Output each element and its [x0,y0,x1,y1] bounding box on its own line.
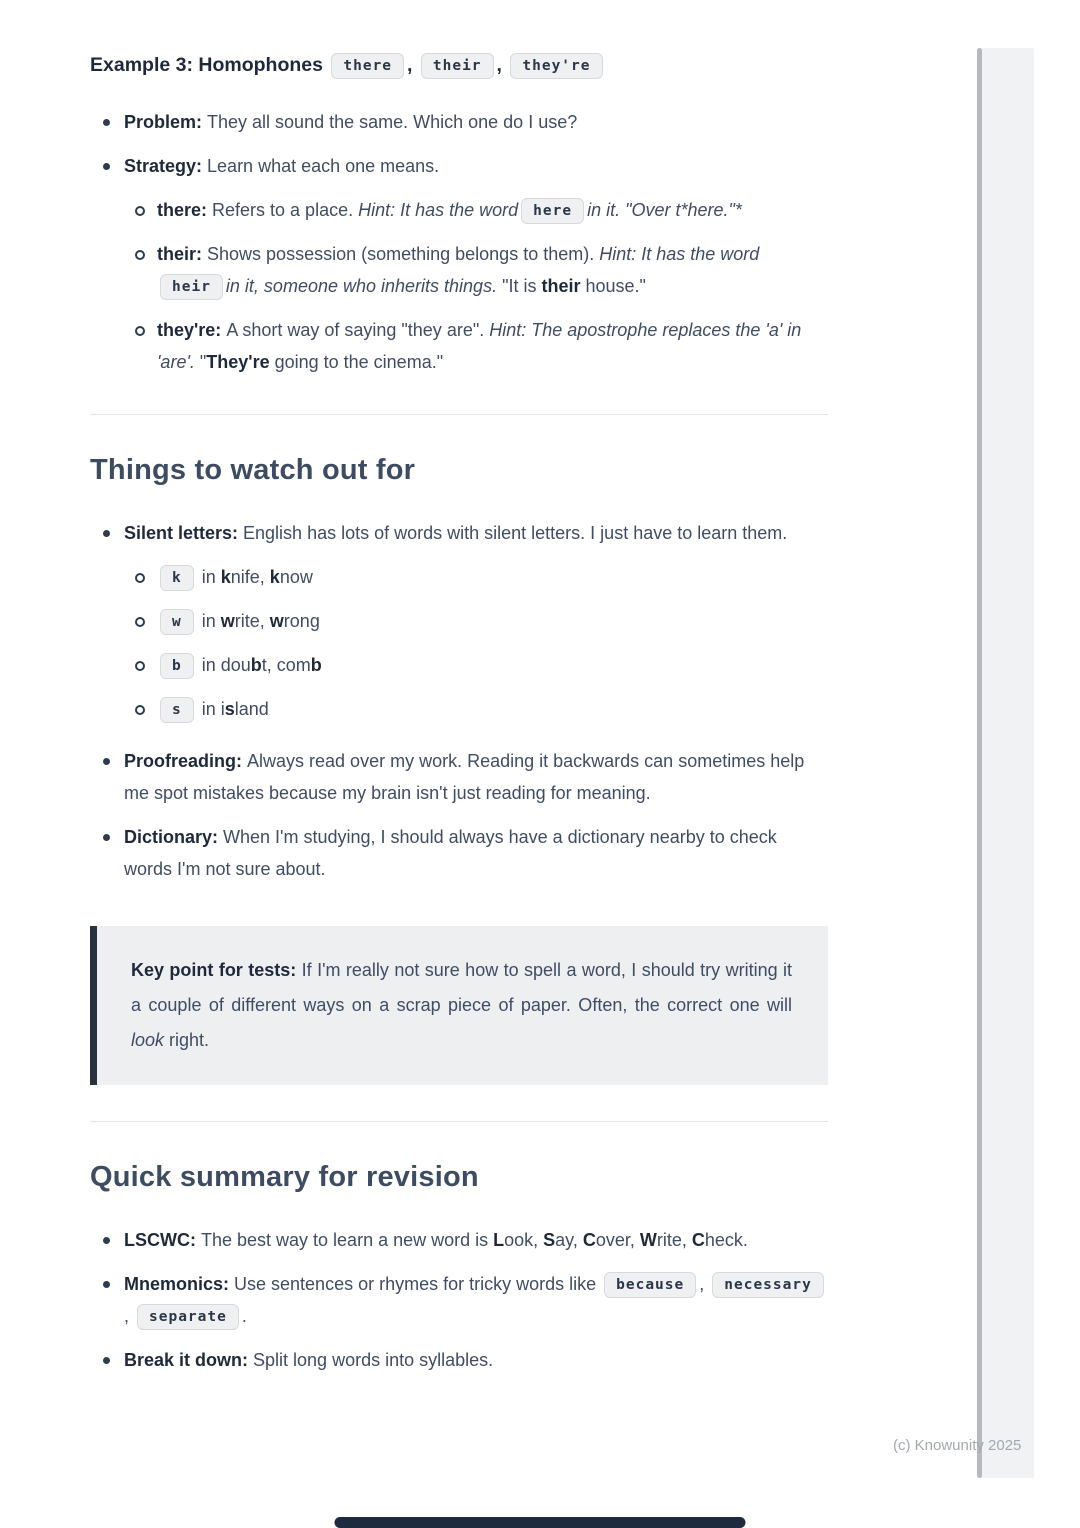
text-segment: nife, [230,567,270,587]
text-segment: , [407,54,418,76]
text-segment: The best way to learn a new word is [200,1230,494,1250]
text-segment: in [196,611,221,631]
silent-letters-sub-list [124,561,828,725]
text-segment: w [269,611,284,631]
text-segment: Dictionary: [124,827,224,847]
text-segment: rong [283,611,320,631]
text-segment: Refers to a place. [212,200,359,220]
text-segment: right. [164,1030,210,1050]
text-segment: there: [157,200,213,220]
text-segment: in dou [196,655,251,675]
text-segment: Break it down: [124,1350,254,1370]
text-segment: b [250,655,262,675]
text-segment: ay, [555,1230,583,1250]
text-segment: w [220,611,235,631]
scrollbar-thumb[interactable] [977,48,982,1478]
list-item-silent-b [124,649,828,681]
inline-code-badge: there [331,53,404,79]
text-segment: look [131,1030,165,1050]
list-item-problem [90,106,828,138]
text-segment: in [196,567,221,587]
text-segment: in it, someone who inherits things. [225,276,503,296]
text-segment: Split long words into syllables. [253,1350,494,1370]
text-segment: They're [206,352,270,372]
inline-code-badge: necessary [712,1272,824,1298]
inline-code-badge: because [604,1272,696,1298]
text-segment: L [493,1230,505,1250]
text-segment: in it. "Over t*here."* [587,200,742,220]
list-item-strategy [90,150,828,378]
text-segment: Always read over my work. Reading it backwards can sometimes help me spot mistakes because my brain isn't just reading for meaning. [124,751,805,803]
inline-code-badge: k [160,565,194,591]
text-segment: A short way of saying "they are". [226,320,490,340]
key-point-callout [90,926,828,1085]
summary-list [90,1224,828,1376]
text-segment: going to the cinema." [269,352,444,372]
text-segment: S [543,1230,556,1250]
text-segment: Strategy: [124,156,208,176]
inline-code-badge: they're [510,53,602,79]
strategy-text [124,156,439,176]
text-segment: k [220,567,231,587]
text-segment: They all sound the same. Which one do I use? [207,112,578,132]
section-divider [90,1121,828,1122]
list-item-proofreading [90,745,828,809]
section-title-quick-summary: Quick summary for revision [90,1161,479,1193]
text-segment: . [241,1306,247,1326]
text-segment: , [699,1274,710,1294]
text-segment: land [234,699,269,719]
text-segment: Hint: It has the word [358,200,519,220]
text-segment: s [224,699,235,719]
list-item-lscwc [90,1224,828,1256]
list-item-silent-letters [90,517,828,725]
text-segment: Hint: The apostrophe replaces the 'a' in 'are'. [157,320,802,372]
text-segment: Silent letters: [124,523,244,543]
list-item-their [124,238,828,302]
text-segment: , [496,54,508,76]
inline-code-badge: w [160,609,194,635]
example-heading [90,50,828,80]
list-item-dictionary [90,821,828,885]
section-title-watch-out: Things to watch out for [90,454,416,486]
strategy-sub-list [124,194,828,378]
example-list [90,106,828,378]
text-segment: rite, [656,1230,692,1250]
text-segment: Use sentences or rhymes for tricky words like [234,1274,602,1294]
text-segment: t, com [261,655,311,675]
list-item-break-it-down [90,1344,828,1376]
text-segment: Key point for tests: [131,960,302,980]
text-segment: rite, [234,611,270,631]
list-item-silent-w [124,605,828,637]
text-segment: " [199,352,207,372]
text-segment: "It is [502,276,542,296]
list-item-mnemonics [90,1268,828,1332]
inline-code-badge: here [521,198,584,224]
list-item-theyre [124,314,828,378]
text-segment: Hint: It has the word [599,244,760,264]
silent-letters-text [124,523,787,543]
text-segment: ook, [504,1230,544,1250]
text-segment: C [691,1230,705,1250]
text-segment: Mnemonics: [124,1274,235,1294]
text-segment: English has lots of words with silent letters. I just have to learn them. [243,523,788,543]
text-segment: b [310,655,322,675]
document-content [90,50,828,1388]
inline-code-badge: their [421,53,494,79]
text-segment: their [541,276,581,296]
inline-code-badge: s [160,697,194,723]
text-segment: heck. [704,1230,748,1250]
scrollbar-track [977,48,1034,1478]
text-segment: in i [196,699,225,719]
text-segment: If I'm really not sure how to spell a word, I should try writing it a couple of different ways on a scrap piece of paper. Often, the correct one will [131,960,792,1015]
text-segment: Proofreading: [124,751,248,771]
text-segment: Shows possession (something belongs to them). [207,244,600,264]
text-segment: Problem: [124,112,208,132]
inline-code-badge: separate [137,1304,239,1330]
inline-code-badge: heir [160,274,223,300]
text-segment: LSCWC: [124,1230,201,1250]
list-item-there [124,194,828,226]
inline-code-badge: b [160,653,194,679]
home-indicator-bar [335,1517,746,1528]
text-segment: When I'm studying, I should always have a dictionary nearby to check words I'm not sure about. [124,827,777,879]
text-segment: , [124,1306,135,1326]
text-segment: house." [580,276,646,296]
text-segment: over, [595,1230,640,1250]
text-segment: Example 3: Homophones [90,54,329,76]
list-item-silent-k [124,561,828,593]
watch-out-list [90,517,828,885]
text-segment: Learn what each one means. [207,156,440,176]
text-segment: their: [157,244,208,264]
text-segment: C [582,1230,596,1250]
text-segment: W [639,1230,657,1250]
text-segment: k [269,567,280,587]
list-item-silent-s [124,693,828,725]
section-divider [90,414,828,415]
text-segment: they're: [157,320,227,340]
text-segment: now [279,567,313,587]
watermark-text: (c) Knowunity 2025 [893,1437,1022,1454]
